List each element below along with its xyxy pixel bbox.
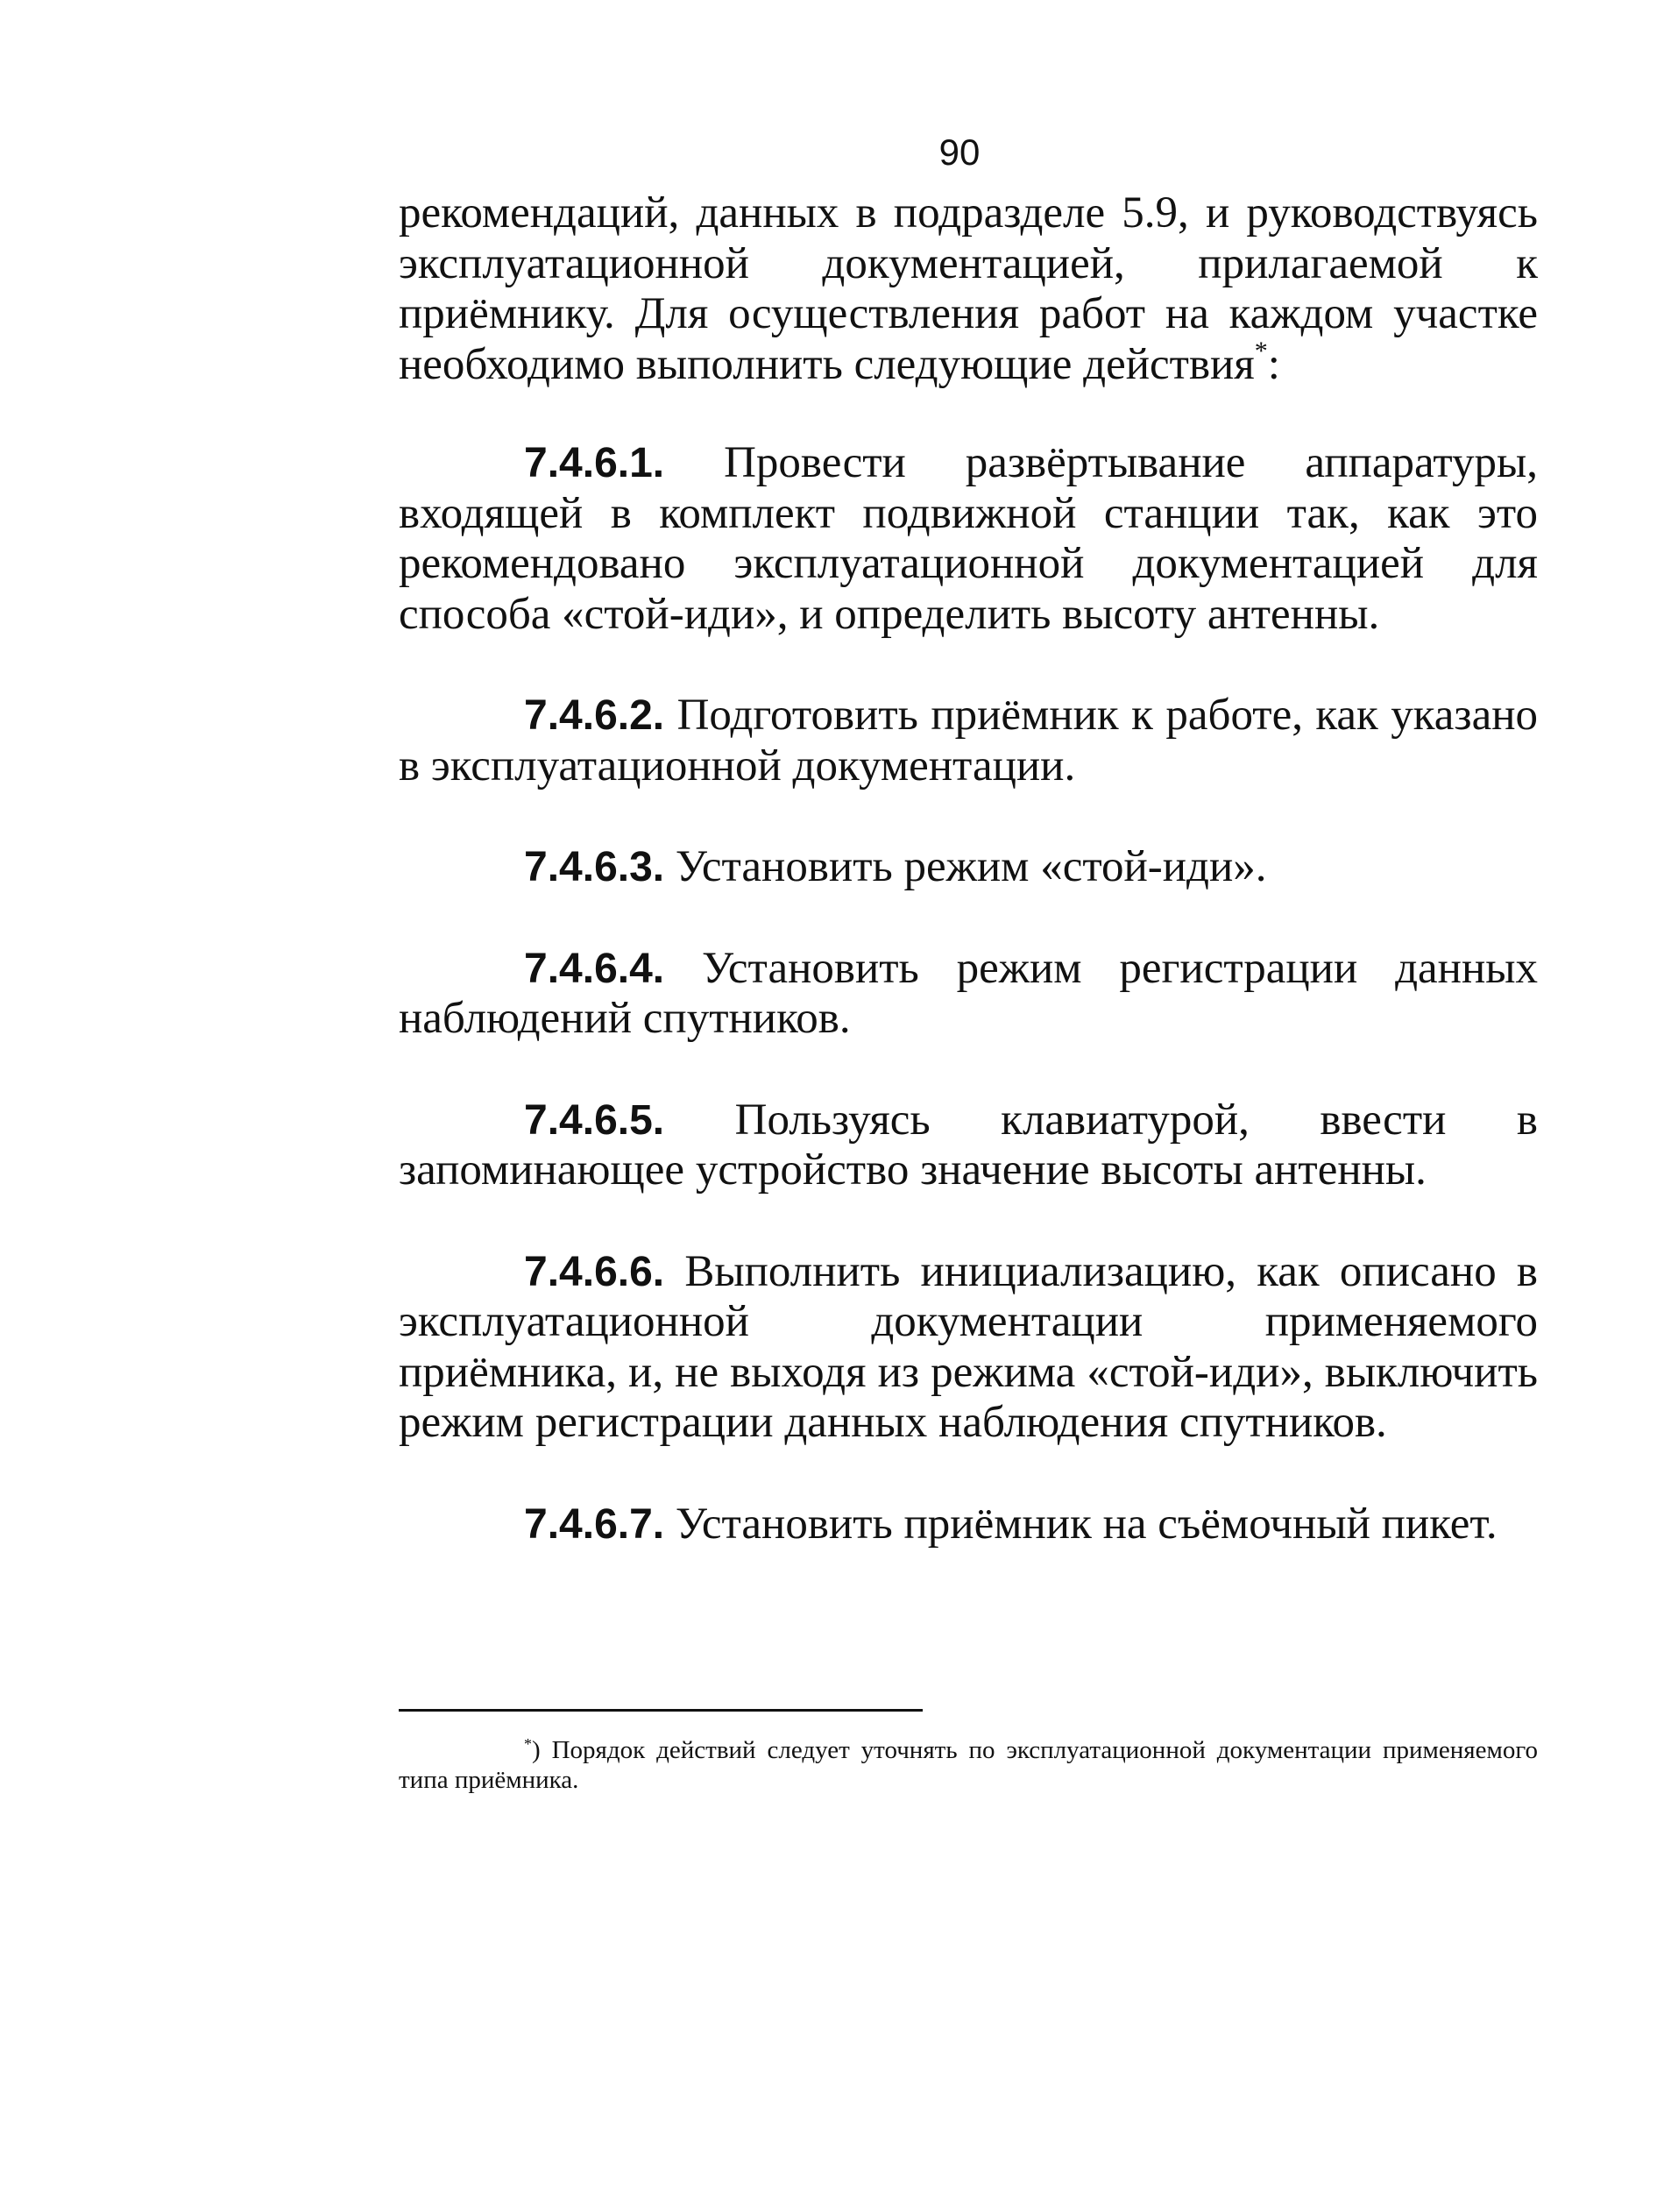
list-item (399, 1247, 1538, 1449)
item-text: Установить приёмник на съёмочный пикет. (675, 1499, 1498, 1549)
item-text: Установить режим регистрации данных наблюдений спутников. (399, 943, 1539, 1043)
item-text: Установить режим «стой-иди». (675, 842, 1267, 891)
item-number: 7.4.6.2. (524, 692, 665, 739)
item-number: 7.4.6.7. (524, 1500, 665, 1548)
item-number: 7.4.6.1. (524, 440, 665, 486)
item-text: Пользуясь клавиатурой, ввести в запоминающее устройство значение высоты антенны. (399, 1095, 1538, 1195)
item-number: 7.4.6.3. (524, 844, 665, 890)
footnote-marker: * (524, 1735, 532, 1753)
list-item (399, 1499, 1538, 1550)
footnote-reference: * (1254, 336, 1268, 365)
footnote-text: ) Порядок действий следует уточнять по эксплуатационной документации применяемого типа приёмника. (399, 1736, 1538, 1794)
intro-paragraph (399, 188, 1538, 390)
item-text: Провести развёртывание аппаратуры, входящей в комплект подвижной станции так, как это рекомендовано эксплуатационной документацией для способа «стой-иди», и определить высоту антенны. (399, 438, 1538, 639)
list-item (399, 438, 1538, 640)
body-text (399, 188, 1538, 1600)
list-item (399, 1095, 1538, 1196)
list-item (399, 691, 1538, 791)
list-item (399, 842, 1538, 893)
page-number: 90 (938, 131, 981, 173)
item-text: Выполнить инициализацию, как описано в эксплуатационной документации применяемого приёмника, и, не выходя из режима «стой-иди», выключить режим регистрации данных наблюдения спутников. (399, 1246, 1538, 1447)
item-number: 7.4.6.4. (524, 945, 665, 992)
intro-tail: : (1267, 339, 1280, 389)
footnote-divider (399, 1709, 923, 1712)
item-text: Подготовить приёмник к работе, как указано в эксплуатационной документации. (399, 691, 1538, 791)
footnote (399, 1735, 1538, 1795)
item-number: 7.4.6.6. (524, 1248, 665, 1295)
list-item (399, 944, 1538, 1045)
item-number: 7.4.6.5. (524, 1096, 665, 1144)
intro-text: рекомендаций, данных в подразделе 5.9, и руководствуясь эксплуатационной документацией, прилагаемой к приёмнику. Для осуществления работ на каждом участке необходимо выполнить следующие действия (399, 188, 1538, 389)
